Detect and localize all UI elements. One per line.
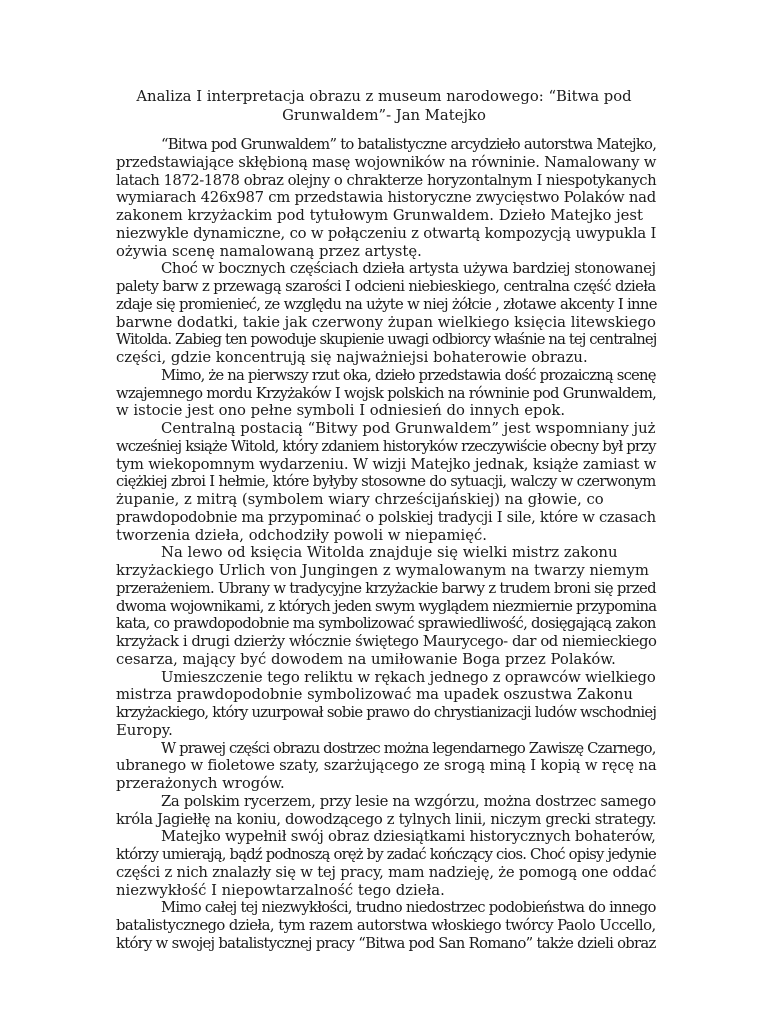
title-line: Analiza I interpretacja obrazu z museum narodowego: “Bitwa pod bbox=[136, 88, 632, 105]
body-line: palety barw z przewagą szarości I odcieni niebieskiego, centralna część dzieła bbox=[116, 278, 656, 295]
body-line: Centralną postacią “Bitwy pod Grunwaldem” jest wspomniany już bbox=[161, 420, 656, 437]
body-line: Matejko wypełnił swój obraz dziesiątkami historycznych bohaterów, bbox=[161, 828, 656, 846]
body-line: który w swojej batalistycznej pracy “Bitwa pod San Romano” także dzieli obraz bbox=[116, 934, 656, 952]
body-line: Mimo całej tej niezwykłości, trudno niedostrzec podobieństwa do innego bbox=[161, 899, 656, 917]
body-line: którzy umierają, bądź podnoszą oręż by zadać kończący cios. Choć opisy jedynie bbox=[116, 846, 656, 863]
body-line: batalistycznego dzieła, tym razem autorstwa włoskiego twórcy Paolo Uccello, bbox=[116, 917, 656, 934]
body-line: żupanie, z mitrą (symbolem wiary chrześcijańskiej) na głowie, co bbox=[116, 491, 604, 508]
body-line: Witolda. Zabieg ten powoduje skupienie uwagi odbiorcy właśnie na tej centralnej bbox=[116, 331, 657, 349]
body-line: barwne dodatki, takie jak czerwony żupan wielkiego księcia litewskiego bbox=[116, 313, 656, 331]
body-line: krzyżackiego, który uzurpował sobie prawo do chrystianizacji ludów wschodniej bbox=[116, 704, 657, 721]
body-line: tym wiekopomnym wydarzeniu. W wizji Matejko jednak, książe zamiast w bbox=[116, 455, 657, 473]
body-line: Choć w bocznych częściach dzieła artysta używa bardziej stonowanej bbox=[161, 260, 656, 278]
body-line: w istocie jest ono pełne symboli I odniesień do innych epok. bbox=[116, 402, 566, 420]
body-line: latach 1872-1878 obraz olejny o chrakterze horyzontalnym I niespotykanych bbox=[116, 171, 657, 189]
body-line: Za polskim rycerzem, przy lesie na wzgórzu, można dostrzec samego bbox=[161, 792, 656, 810]
body-line: dwoma wojownikami, z których jeden swym wyglądem niezmiernie przypomina bbox=[116, 597, 657, 615]
body-line: ubranego w fioletowe szaty, szarżującego ze srogą miną I kopią w ręcę na bbox=[116, 757, 657, 775]
body-line: cesarza, mający być dowodem na umiłowanie Boga przez Polaków. bbox=[116, 650, 616, 668]
body-line: przerażeniem. Ubrany w tradycyjne krzyżackie barwy z trudem broni się przed bbox=[116, 579, 656, 597]
document-title bbox=[116, 88, 652, 125]
body-line: zdaje się promienieć, ze względu na użyte w niej żółcie , złotawe akcenty I inne bbox=[116, 295, 657, 313]
body-line: ożywia scenę namalowaną przez artystę. bbox=[116, 242, 422, 260]
body-line: ciężkiej zbroi I hełmie, które byłyby stosowne do sytuacji, walczy w czerwonym bbox=[116, 473, 656, 491]
body-line: przedstawiające skłębioną masę wojowników na równinie. Namalowany w bbox=[116, 153, 657, 171]
body-line: W prawej części obrazu dostrzec można legendarnego Zawiszę Czarnego, bbox=[161, 739, 656, 757]
body-line: tworzenia dzieła, odchodziły powoli w niepamięć. bbox=[116, 526, 487, 544]
body-line: kata, co prawdopodobnie ma symbolizować sprawiedliwość, dosięgającą zakon bbox=[116, 615, 656, 633]
body-line: Mimo, że na pierwszy rzut oka, dzieło przedstawia dość prozaiczną scenę bbox=[161, 366, 656, 384]
body-line: prawdopodobnie ma przypominać o polskiej tradycji I sile, które w czasach bbox=[116, 508, 656, 526]
body-line: krzyżackiego Urlich von Jungingen z wymalowanym na twarzy niemym bbox=[116, 562, 649, 579]
body-line: części, gdzie koncentrują się najważniejsi bohaterowie obrazu. bbox=[116, 349, 588, 366]
document-body bbox=[116, 136, 656, 953]
body-line: Na lewo od księcia Witolda znajduje się wielki mistrz zakonu bbox=[161, 544, 618, 562]
body-line: niezwykle dynamiczne, co w połączeniu z otwartą kompozycją uwypukla I bbox=[116, 224, 657, 242]
body-line: wcześniej książe Witold, który zdaniem historyków rzeczywiście obecny był przy bbox=[116, 437, 656, 455]
body-line: części z nich znalazły się w tej pracy, mam nadzieję, że pomogą one oddać bbox=[116, 863, 657, 881]
body-line: króla Jagiełłę na koniu, dowodzącego z tylnych linii, niczym grecki strategy. bbox=[116, 810, 657, 828]
body-line: przerażonych wrogów. bbox=[116, 775, 285, 792]
body-line: wymiarach 426x987 cm przedstawia historyczne zwycięstwo Polaków nad bbox=[116, 189, 656, 207]
body-line: niezwykłość I niepowtarzalność tego dzieła. bbox=[116, 881, 445, 899]
body-line: wzajemnego mordu Krzyżaków I wojsk polskich na równinie pod Grunwaldem, bbox=[116, 384, 657, 402]
body-line: “Bitwa pod Grunwaldem” to batalistyczne arcydzieło autorstwa Matejko, bbox=[161, 136, 657, 153]
title-line: Grunwaldem”- Jan Matejko bbox=[282, 106, 486, 124]
body-line: zakonem krzyżackim pod tytułowym Grunwaldem. Dzieło Matejko jest bbox=[116, 207, 643, 224]
body-line: Umieszczenie tego reliktu w rękach jednego z oprawców wielkiego bbox=[161, 668, 656, 686]
body-line: Europy. bbox=[116, 721, 173, 739]
body-line: krzyżack i drugi dzierży włócznie świętego Maurycego- dar od niemieckiego bbox=[116, 633, 657, 650]
body-line: mistrza prawdopodobnie symbolizować ma upadek oszustwa Zakonu bbox=[116, 686, 633, 704]
